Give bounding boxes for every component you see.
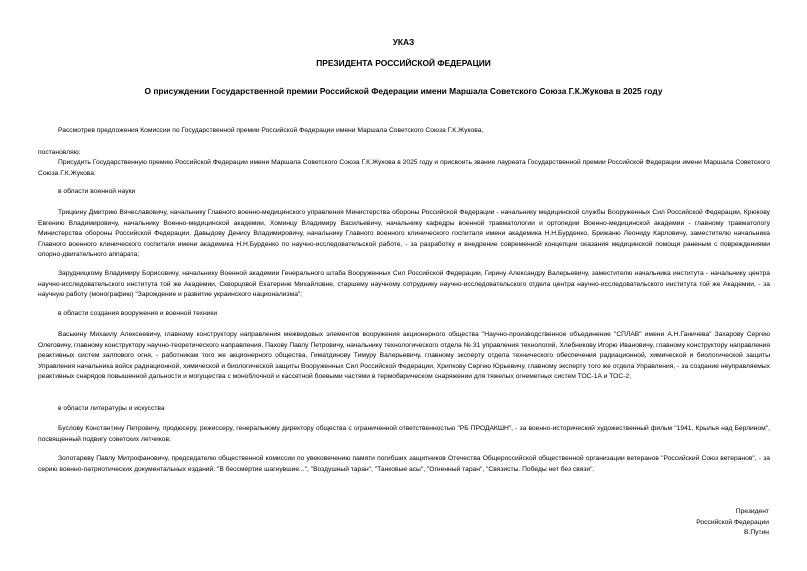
intro-paragraph: Рассмотрев предложения Комиссии по Государственной премии Российской Федерации имени Маршала Советского Союза Г.К.Жукова,: [58, 127, 484, 134]
signature-title-line1: Президент: [735, 508, 769, 515]
signature-name: В.Путин: [744, 529, 769, 536]
award-paragraph-film: Буслову Константину Петровичу, продюсеру, режиссеру, генеральному директору общества с ограниченной ответственностью "РБ ПРОДАКШН", - за военно-исторический художественный фильм "1941. Крылья над Берлином", посвященный подвигу советских летчиков;: [38, 425, 770, 443]
section-label-military-science: в области военной науки: [58, 188, 136, 195]
award-paragraph-medicine: Трицкину Дмитрию Вячеславовичу, начальнику Главного военно-медицинского управления Министерства обороны Российской Федерации - начальнику медицинской службы Вооруженных Сил Российской Федерации, Крюкову Евгению Владимировичу, начальнику Военно-медицинской академии, Хоминцу Владимиру Васильевичу, начальнику кафедры военной травматологии и ортопедии Военно-медицинской академии - главному травматологу Министерства обороны Российской Федерации, Давыдову Денису Владимировичу, начальнику Главного военного клинического госпиталя имени академика Н.Н.Бурденко, Брижаню Леониду Карловичу, заместителю начальника Главного военного клинического госпиталя имени академика Н.Н.Бурденко по научно-исследовательской работе, - за разработку и внедрение современной концепции оказания медицинской помощи раненым с повреждениями опорно-двигательного аппарата;: [38, 209, 770, 258]
award-paragraph: Присудить Государственную премию Российской Федерации имени Маршала Советского Союза Г.К.Жукова в 2025 году и присвоить звание лауреата Государственной премии Российской Федерации имени Маршала Советского Союза Г.К.Жукова:: [38, 159, 770, 177]
signature-block: [696, 507, 769, 539]
decree-issuer: ПРЕЗИДЕНТА РОССИЙСКОЙ ФЕДЕРАЦИИ: [316, 58, 491, 68]
award-paragraph-monograph: Зарудницкому Владимиру Борисовичу, начальнику Военной академии Генерального штаба Вооруженных Сил Российской Федерации, Гирину Александру Валерьевичу, заместителю начальника института - начальнику центра научно-исследовательского института той же Академии, Скворцовой Екатерине Михайловне, старшему научному сотруднику научно-исследовательского отдела центра научно-исследовательского института той же Академии, - за научную работу (монографию) "Зарождение и развитие украинского национализма";: [38, 270, 770, 298]
resolve-word: постановляю:: [38, 149, 81, 156]
award-paragraph-books: Золотареву Павлу Митрофановичу, председателю общественной комиссии по увековечению памяти погибших защитников Отечества Общероссийской общественной организации ветеранов "Российский Союз ветеранов", - за серию военно-патриотических документальных изданий: "В бессмертие шагнувшие...", "Воздушный таран", "Танковые асы", "Огненный таран", "Связисты. Победы нет без связи".: [38, 455, 770, 473]
decree-subject: О присуждении Государственной премии Российской Федерации имени Маршала Советского Союза Г.К.Жукова в 2025 году: [144, 86, 663, 96]
decree-title: УКАЗ: [392, 37, 415, 47]
section-label-literature-art: в области литературы и искусства: [58, 405, 165, 412]
award-paragraph-rockets: Васькину Михаилу Алексеевичу, главному конструктору направления межвидовых элементов вооружения акционерного общества "Научно-производственное объединение "СПЛАВ" имени А.Н.Ганичева" Захарову Сергею Олеговичу, главному конструктору научно-теоретического направления, Пахову Павлу Петровичу, начальнику технологического отдела № 31 управления технологий, Хлебникову Игорю Ивановичу, главному конструктору направления реактивных систем залпового огня, - работникам того же акционерного общества, Гиматдинову Тимуру Валерьевичу, главному эксперту отдела технического обеспечения радиационной, химической и биологической защиты Управления начальника войск радиационной, химической и биологической защиты Вооруженных Сил Российской Федерации, Хрипкову Сергею Юрьевичу, главному эксперту того же отдела Управления, - за создание неуправляемых реактивных снарядов повышенной дальности и могущества с моноблочной и кассетной боевыми частями в термобарическом снаряжении для тяжелых огнеметных систем ТОС-1А и ТОС-2;: [38, 331, 770, 380]
section-label-weapons: в области создания вооружения и военной техники: [58, 310, 218, 317]
signature-title-line2: Российской Федерации: [696, 518, 769, 526]
